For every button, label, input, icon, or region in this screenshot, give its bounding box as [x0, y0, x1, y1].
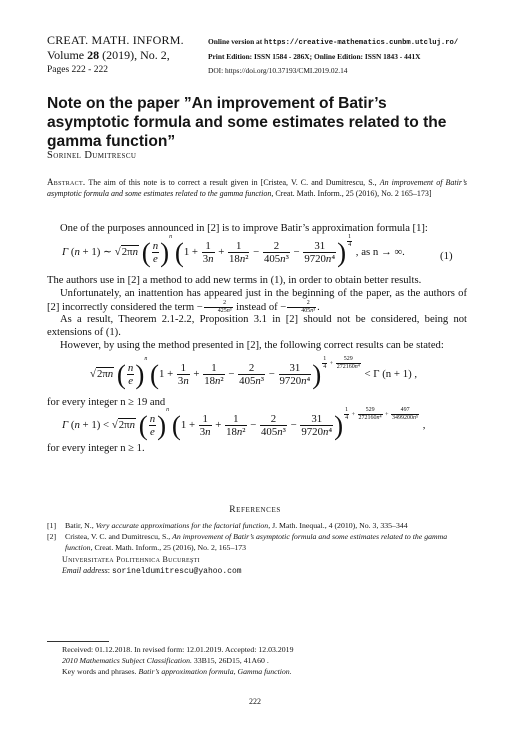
abstract: Abstract. The aim of this note is to correct a result given in [Cristea, V. C. and Dumitrescu, S., An improvement of Batir’s asymptotic formula and some estimates related to the gamma function, Creat. Math. Inform., 25 (2016), No. 2 165–173]: [47, 177, 467, 199]
publication-info: [208, 35, 458, 78]
online-url[interactable]: https://creative-mathematics.cunbm.utcluj.ro/: [264, 39, 459, 47]
paragraph-7: for every integer n ≥ 1.: [47, 443, 145, 454]
page-number: 222: [249, 697, 261, 706]
equation-3: Γ (n + 1) < √2πn ( $\frac{n}{e}$ )$^n$ (1 + $\frac{1}{3n}$ + $\frac{1}{\text{18n²}}$ − $\frac{2}{\text{405n³}}$ − $\frac{31}{\text{9720n⁴}}$ ) $^{\frac{1}{4} + \frac{529}{\text{272160n⁴}} + \frac{497}{\text{3499200n⁵}}}$ ,: [62, 407, 426, 441]
paragraph-6: for every integer n ≥ 19 and: [47, 397, 166, 408]
reference-item: [2] Cristea, V. C. and Dumitrescu, S., An improvement of Batir’s asymptotic formula and some estimates related to the gamma function, Creat. Math. Inform., 25 (2016), No. 2, 165–173: [47, 532, 448, 552]
references-heading: References: [229, 505, 281, 515]
received-dates: Received: 01.12.2018. In revised form: 12.01.2019. Accepted: 12.03.2019: [62, 645, 294, 654]
affiliation: Universitatea Politehnica Bucureşti: [62, 555, 200, 564]
equation-1: Γ (n + 1) ∼ √2πn ( $\frac{n}{e}$ )$^n$ (1 + $\frac{1}{3n}$ + $\frac{1}{\text{18n²}}$ − $\frac{2}{\text{405n³}}$ − $\frac{31}{\text{9720n⁴}}$ ) $^{\frac{1}{4}}$ , as n → ∞.: [62, 234, 405, 268]
abstract-label: Abstract.: [47, 177, 86, 187]
paper-title: Note on the paper ”An improvement of Batir’s asymptotic formula and some estimates related to the gamma function”: [47, 95, 447, 150]
equation-1-tail: , as n → ∞.: [355, 245, 405, 258]
equation-2-tail: < Γ (n + 1) ,: [364, 367, 418, 380]
keywords-line: Key words and phrases. Batir’s approximation formula, Gamma function.: [62, 667, 292, 676]
email-line: Email address: sorineldumitrescu@yahoo.com: [62, 566, 242, 576]
paragraph-4: As a result, Theorem 2.1-2.2, Proposition 3.1 in [2] should not be considered, being not extensions of (1).: [47, 314, 467, 339]
paragraph-5: However, by using the method presented in [2], the following correct results can be stated:: [60, 340, 444, 351]
author-name: Sorinel Dumitrescu: [47, 150, 137, 161]
equation-2: √2πn ( $\frac{n}{e}$ )$^n$ (1 + $\frac{1}{3n}$ + $\frac{1}{\text{18n²}}$ − $\frac{2}{\text{405n³}}$ − $\frac{31}{\text{9720n⁴}}$ ) $^{\frac{1}{4} + \frac{529}{\text{272160n⁴}}}$ < Γ (n + 1) ,: [90, 356, 418, 390]
journal-name: CREAT. MATH. INFORM.: [47, 33, 184, 47]
reference-item: [1] Batir, N., Very accurate approximations for the factorial function, J. Math. Inequal., 4 (2010), No. 3, 335–344: [47, 521, 408, 530]
journal-header: [47, 33, 184, 78]
msc-line: 2010 Mathematics Subject Classification. 33B15, 26D15, 41A60 .: [62, 656, 269, 665]
paragraph-1: One of the purposes announced in [2] is to improve Batir’s approximation formula [1]:: [60, 223, 428, 234]
print-edition: Print Edition: ISSN 1584 - 286X; Online Edition: ISSN 1843 - 441X: [208, 52, 421, 61]
email-address[interactable]: sorineldumitrescu@yahoo.com: [111, 567, 242, 576]
paragraph-2: The authors use in [2] a method to add new terms in (1), in order to obtain better results.: [47, 275, 422, 286]
pages-line: Pages 222 - 222: [47, 65, 108, 75]
doi-line[interactable]: DOI: https://doi.org/10.37193/CMI.2019.02.14: [208, 66, 348, 75]
online-version: Online version at https://creative-mathematics.cunbm.utcluj.ro/: [208, 37, 459, 47]
footnote-rule: [47, 641, 109, 642]
paragraph-3: Unfortunately, an inattention has appeared just in the beginning of the paper, as the authors of [2] incorrectly considered the term − $\frac{2}{\text{425n³}}$ instead of − $\frac{2}{\text{405n³}}$ .: [47, 288, 467, 315]
equation-1-number: (1): [440, 250, 453, 262]
volume-line: Volume 28 (2019), No. 2,: [47, 48, 170, 62]
